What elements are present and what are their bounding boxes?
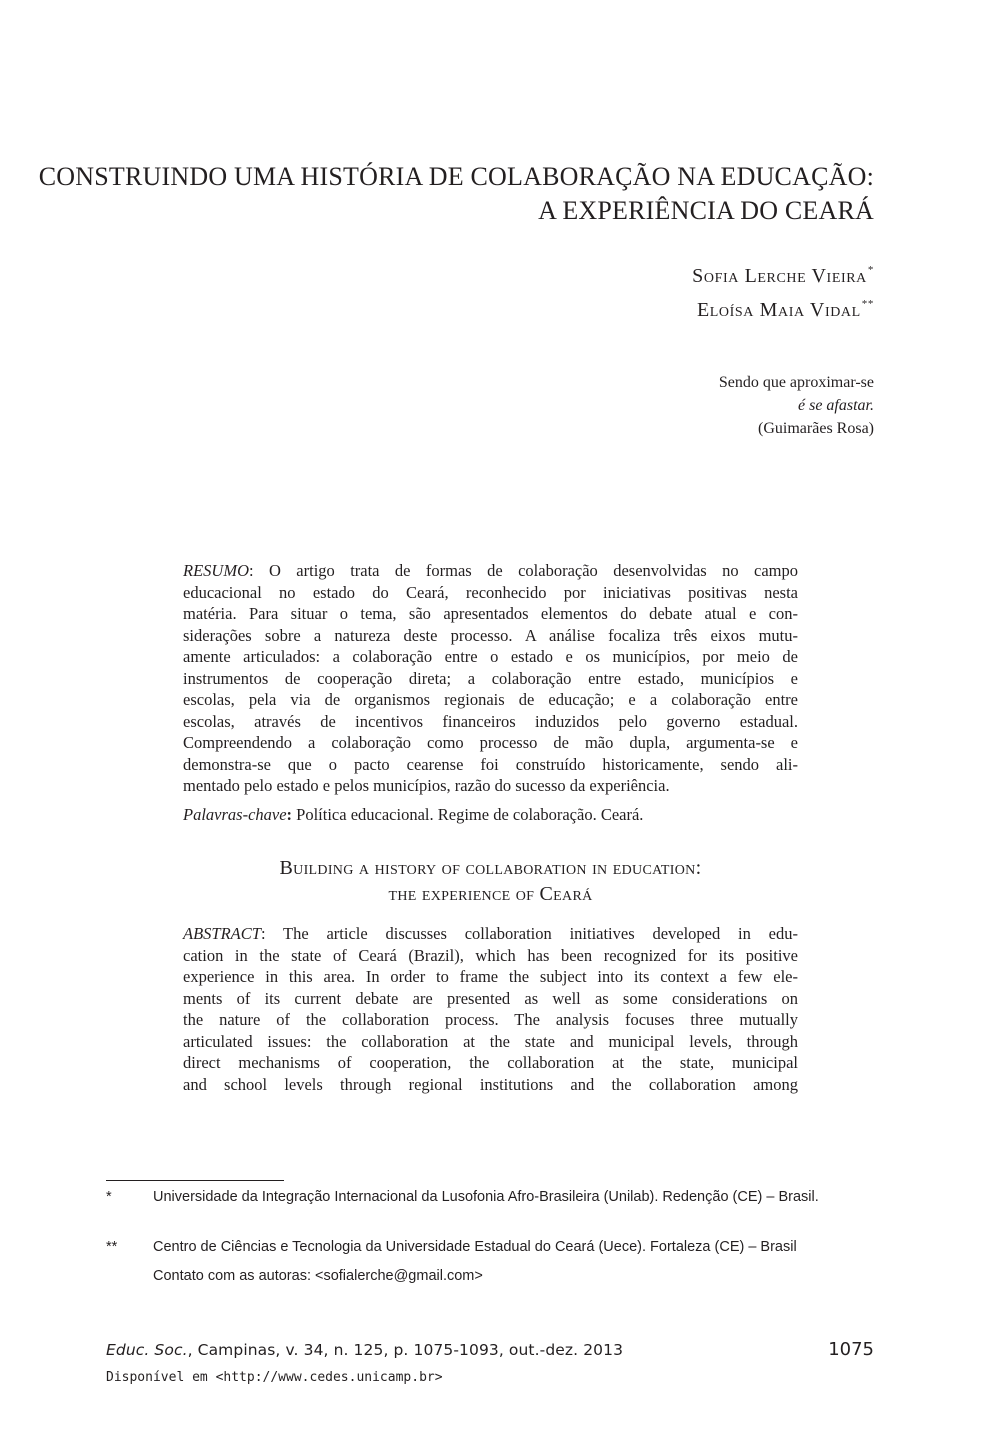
author-name: Eloísa Maia Vidal [696, 299, 861, 321]
footnote-2: Centro de Ciências e Tecnologia da Universidade Estadual do Ceará (Uece). Fortaleza (CE) – Brasil [153, 1239, 797, 1255]
abstract-line: articulated issues: the collaboration at the state and municipal levels, through [183, 1031, 798, 1051]
footnote-marker: * [867, 264, 874, 276]
author-name: Sofia Lerche Vieira [692, 265, 867, 287]
title-line-1: CONSTRUINDO UMA HISTÓRIA DE COLABORAÇÃO NA EDUCAÇÃO: [38, 162, 874, 191]
abstract-line: experience in this area. In order to frame the subject into its context a few ele- [183, 967, 798, 986]
resumo-line: siderações sobre a natureza deste processo. A análise focaliza três eixos mutu- [183, 625, 798, 645]
abstract-line-text: : The article discusses collaboration initiatives developed in edu- [260, 924, 798, 943]
abstract-line: cation in the state of Ceará (Brazil), which has been recognized for its positive [183, 945, 798, 965]
footnote-marker: ** [861, 298, 874, 310]
article-title [39, 160, 874, 228]
resumo-line: escolas, pela via de organismos regionais de educação; e a colaboração entre [183, 690, 798, 709]
keywords-colon: : [286, 805, 293, 824]
resumo-line: instrumentos de cooperação direta; a colaboração entre estado, municípios e [183, 668, 798, 688]
abstract-line: and school levels through regional institutions and the collaboration among [183, 1074, 798, 1094]
contact-note: Contato com as autoras: <sofialerche@gmail.com> [153, 1268, 483, 1284]
keywords-text: Política educacional. Regime de colaboração. Ceará. [292, 805, 644, 824]
keywords-label: Palavras-chave [183, 805, 287, 824]
resumo-line: mentado pelo estado e pelos municípios, razão do sucesso da experiência. [183, 776, 670, 795]
epigraph-line-2: é se afastar. [798, 397, 874, 414]
page-number: 1075 [828, 1339, 874, 1360]
abstract-line: the nature of the collaboration process. The analysis focuses three mutually [183, 1010, 798, 1029]
footnote-marker: * [106, 1189, 112, 1205]
abstract-paragraph [183, 923, 798, 1095]
footnote-divider [106, 1180, 284, 1181]
title-line-2: A EXPERIÊNCIA DO CEARÁ [538, 196, 874, 225]
abstract-line [183, 923, 798, 945]
resumo-line [183, 560, 798, 582]
abstract-line: direct mechanisms of cooperation, the collaboration at the state, municipal [183, 1053, 798, 1072]
author-2 [697, 298, 874, 322]
resumo-label: RESUMO [183, 561, 249, 580]
resumo-line: demonstra-se que o pacto cearense foi construído historicamente, sendo ali- [183, 754, 798, 774]
english-title-line-1: Building a history of collaboration in education: [279, 857, 702, 879]
resumo-line: Compreendendo a colaboração como processo de mão dupla, argumenta-se e [183, 733, 798, 752]
epigraph [719, 371, 874, 440]
footnote-marker: ** [106, 1239, 118, 1255]
footnote-1: Universidade da Integração Internacional da Lusofonia Afro-Brasileira (Unilab). Redenção (CE) – Brasil. [153, 1189, 819, 1205]
journal-name: Educ. Soc. [106, 1341, 188, 1359]
epigraph-attribution: (Guimarães Rosa) [758, 420, 874, 437]
resumo-line: matéria. Para situar o tema, são apresentados elementos do debate atual e con- [183, 604, 798, 623]
citation-details: , Campinas, v. 34, n. 125, p. 1075-1093, out.-dez. 2013 [187, 1341, 624, 1359]
english-title [183, 855, 798, 907]
abstract-label: ABSTRACT [183, 924, 261, 943]
availability-link[interactable]: Disponível em <http://www.cedes.unicamp.br> [106, 1370, 443, 1385]
journal-citation [106, 1341, 623, 1359]
resumo-paragraph [183, 560, 798, 797]
abstract-line: ments of its current debate are presented as well as some considerations on [183, 988, 798, 1008]
author-1 [692, 264, 874, 288]
resumo-line-text: : O artigo trata de formas de colaboração desenvolvidas no campo [248, 561, 798, 580]
english-title-line-2: the experience of Ceará [388, 883, 593, 905]
keywords [183, 805, 643, 825]
resumo-line: amente articulados: a colaboração entre o estado e os municípios, por meio de [183, 647, 798, 666]
resumo-line: escolas, através de incentivos financeiros induzidos pelo governo estadual. [183, 711, 798, 731]
resumo-line: educacional no estado do Ceará, reconhecido por iniciativas positivas nesta [183, 582, 798, 602]
epigraph-line-1: Sendo que aproximar-se [718, 374, 874, 391]
